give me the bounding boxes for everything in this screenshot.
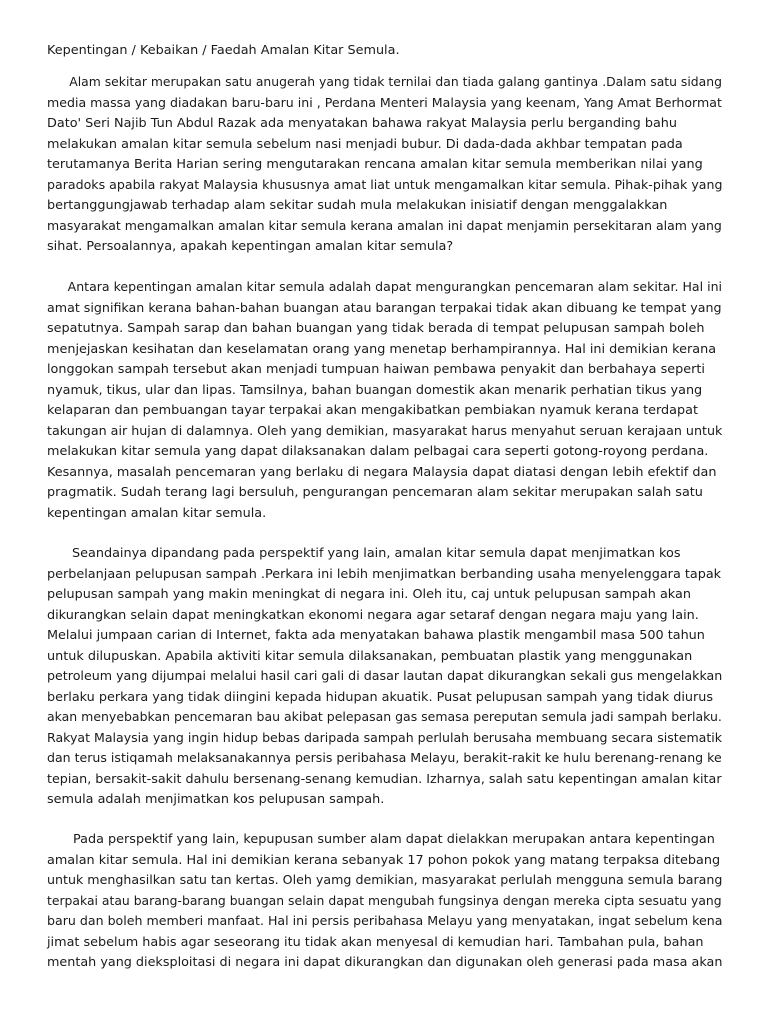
paragraph-line: untuk menghasilkan satu tan kertas. Oleh yamg demikian, masyarakat perlulah mengguna semula barang	[47, 873, 723, 888]
paragraph-line: baru dan boleh memberi manfaat. Hal ini persis peribahasa Melayu yang menyatakan, ingat sebelum kena	[47, 914, 723, 929]
paragraph-line: akan menyebabkan pencemaran bau akibat pelepasan gas semasa pereputan semula jadi sampah berlaku.	[47, 710, 722, 725]
paragraph-line: Kesannya, masalah pencemaran yang berlaku di negara Malaysia dapat diatasi dengan lebih efektif dan	[47, 464, 717, 480]
paragraph-line: Antara kepentingan amalan kitar semula adalah dapat mengurangkan pencemaran alam sekitar. Hal ini	[67, 280, 723, 295]
paragraph-line: paradoks apabila rakyat Malaysia khususnya amat liat untuk mengamalkan kitar semula. Pihak-pihak yang	[47, 177, 723, 193]
paragraph-cost-savings	[47, 544, 739, 811]
paragraph-line: amalan kitar semula. Hal ini demikian kerana sebanyak 17 pohon pokok yang matang terpaksa ditebang	[47, 852, 721, 868]
paragraph-resource-conservation	[47, 830, 745, 974]
paragraph-line: pelupusan sampah yang makin meningkat di negara ini. Oleh itu, caj untuk pelupusan sampah akan	[47, 587, 691, 602]
paragraph-line: untuk dilupuskan. Apabila aktiviti kitar semula dilaksanakan, pembuatan plastik yang menggunakan	[47, 648, 693, 664]
paragraph-line: terpakai atau barang-barang buangan selain dapat mengubah fungsinya dengan mereka cipta sesuatu yang	[47, 893, 722, 909]
paragraph-line: petroleum yang dijumpai melalui hasil cari gali di dasar lautan dapat dikurangkan sekali gus mengelakkan	[47, 669, 723, 684]
paragraph-line: melakukan kitar semula yang dapat dilaksanakan dalam pelbagai cara seperti gotong-royong perdana.	[47, 444, 709, 459]
paragraph-line: kelaparan dan pembuangan tayar terpakai akan mengakibatkan pembiakan nyamuk kerana terdapat	[47, 403, 698, 418]
paragraph-line: Dato' Seri Najib Tun Abdul Razak ada menyatakan bahawa rakyat Malaysia perlu berganding bahu	[47, 116, 678, 131]
paragraph-line: Pada perspektif yang lain, kepupusan sumber alam dapat dielakkan merupakan antara kepentingan	[73, 832, 715, 847]
paragraph-line: bertanggungjawab terhadap alam sekitar sudah mula melakukan inisiatif dengan menggalakkan	[47, 198, 668, 213]
paragraph-line: masyarakat mengamalkan amalan kitar semula kerana amalan ini dapat menjamin persekitaran alam yang	[47, 218, 722, 234]
paragraph-line: perbelanjaan pelupusan sampah .Perkara ini lebih menjimatkan berbanding usaha menyelenggara tapak	[47, 566, 722, 582]
document-title: Kepentingan / Kebaikan / Faedah Amalan Kitar Semula.	[47, 43, 400, 58]
paragraph-line: media massa yang diadakan baru-baru ini , Perdana Menteri Malaysia yang keenam, Yang Amat Berhormat	[47, 95, 722, 111]
paragraph-line: berlaku perkara yang tidak diingini kepada hidupan akuatik. Pusat pelupusan sampah yang tidak diurus	[47, 689, 714, 705]
paragraph-introduction	[47, 73, 745, 258]
paragraph-line: kepentingan amalan kitar semula.	[47, 505, 267, 521]
paragraph-line: menjejaskan kesihatan dan keselamatan orang yang menetap berhampirannya. Hal ini demikian kerana	[47, 341, 717, 357]
paragraph-line: mentah yang dieksploitasi di negara ini dapat dikurangkan dan digunakan oleh generasi pada masa akan	[47, 955, 723, 970]
paragraph-line: Rakyat Malaysia yang ingin hidup bebas daripada sampah perlulah berusaha membuang secara sistematik	[47, 730, 723, 746]
paragraph-line: amat signifikan kerana bahan-bahan buangan atau barangan terpakai tidak akan dibuang ke tempat yang	[47, 300, 722, 316]
paragraph-line: nyamuk, tikus, ular dan lipas. Tamsilnya, bahan buangan domestik akan menarik perhatian tikus yang	[47, 382, 703, 398]
paragraph-line: dan terus istiqamah melaksanakannya persis peribahasa Melayu, berakit-rakit ke hulu berenang-renang ke	[47, 751, 722, 766]
paragraph-line: semula adalah menjimatkan kos pelupusan sampah.	[47, 792, 385, 807]
paragraph-line: sihat. Persoalannya, apakah kepentingan amalan kitar semula?	[47, 239, 454, 254]
paragraph-line: terutamanya Berita Harian sering mengutarakan rencana amalan kitar semula memberikan nilai yang	[47, 157, 703, 172]
paragraph-line: Melalui jumpaan carian di Internet, fakta ada menyatakan bahawa plastik mengambil masa 500 tahun	[47, 628, 705, 643]
paragraph-line: jimat sebelum habis agar seseorang itu tidak akan menyesal di kemudian hari. Tambahan pula, bahan	[47, 934, 704, 950]
paragraph-line: dikurangkan selain dapat meningkatkan ekonomi negara agar setaraf dengan negara maju yang lain.	[47, 607, 699, 623]
paragraph-line: tepian, bersakit-sakit dahulu bersenang-senang kemudian. Izharnya, salah satu kepentingan amalan kitar	[47, 771, 722, 787]
paragraph-line: pragmatik. Sudah terang lagi bersuluh, pengurangan pencemaran alam sekitar merupakan salah satu	[47, 485, 703, 500]
paragraph-line: takungan air hujan di dalamnya. Oleh yang demikian, masyarakat harus menyahut seruan kerajaan untuk	[47, 423, 723, 439]
paragraph-line: Seandainya dipandang pada perspektif yang lain, amalan kitar semula dapat menjimatkan kos	[72, 546, 681, 561]
paragraph-pollution	[47, 278, 735, 524]
paragraph-line: melakukan amalan kitar semula sebelum nasi menjadi bubur. Di dada-dada akhbar tempatan pada	[47, 136, 683, 152]
paragraph-line: sepatutnya. Sampah sarap dan bahan buangan yang tidak berada di tempat pelupusan sampah boleh	[47, 321, 705, 336]
paragraph-line: longgokan sampah tersebut akan menjadi tumpuan haiwan pembawa penyakit dan berbahaya seperti	[47, 362, 705, 377]
paragraph-line: Alam sekitar merupakan satu anugerah yang tidak ternilai dan tiada galang gantinya .Dalam satu sidang	[69, 75, 722, 90]
